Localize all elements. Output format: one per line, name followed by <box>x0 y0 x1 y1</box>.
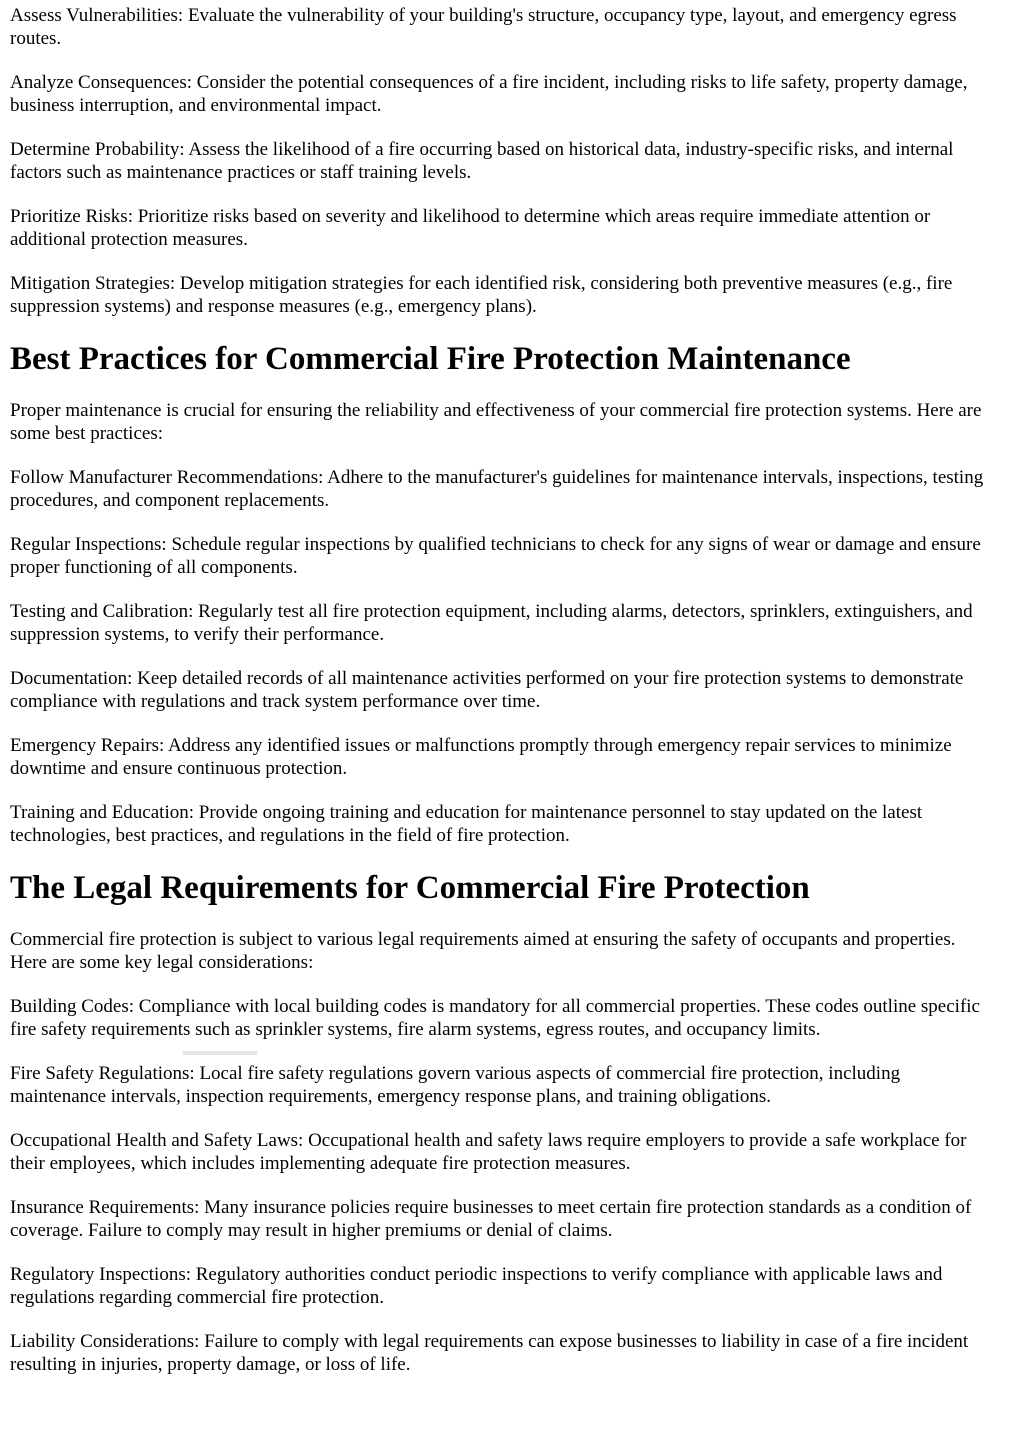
paragraph-legal-intro: Commercial fire protection is subject to various legal requirements aimed at ensuring the safety of occupants and properties. Here are some key legal considerations: <box>10 929 956 973</box>
section-heading-best-practices: Best Practices for Commercial Fire Protection Maintenance <box>10 341 851 377</box>
paragraph-emergency-repairs: Emergency Repairs: Address any identified issues or malfunctions promptly through emergency repair services to minimize downtime and ensure continuous protection. <box>10 735 952 779</box>
paragraph-determine-probability: Determine Probability: Assess the likelihood of a fire occurring based on historical data, industry-specific risks, and internal factors such as maintenance practices or staff training levels. <box>10 139 954 183</box>
section-best-practices <box>10 340 994 847</box>
paragraph-documentation: Documentation: Keep detailed records of all maintenance activities performed on your fire protection systems to demonstrate compliance with regulations and track system performance over time. <box>10 668 964 712</box>
paragraph-regular-inspections: Regular Inspections: Schedule regular inspections by qualified technicians to check for any signs of wear or damage and ensure proper functioning of all components. <box>10 534 981 578</box>
render-artifact-smudge <box>183 1051 257 1055</box>
intro-section <box>10 5 994 318</box>
paragraph-assess-vulnerabilities: Assess Vulnerabilities: Evaluate the vulnerability of your building's structure, occupancy type, layout, and emergency egress routes. <box>10 5 957 49</box>
section-heading-legal-requirements: The Legal Requirements for Commercial Fire Protection <box>10 870 810 906</box>
paragraph-analyze-consequences: Analyze Consequences: Consider the potential consequences of a fire incident, including risks to life safety, property damage, business interruption, and environmental impact. <box>10 72 968 116</box>
paragraph-insurance-requirements: Insurance Requirements: Many insurance policies require businesses to meet certain fire protection standards as a condition of coverage. Failure to comply may result in higher premiums or denial of claims. <box>10 1197 972 1241</box>
paragraph-occupational-health-safety-laws: Occupational Health and Safety Laws: Occupational health and safety laws require employers to provide a safe workplace for their employees, which includes implementing adequate fire protection measures. <box>10 1130 967 1174</box>
paragraph-prioritize-risks: Prioritize Risks: Prioritize risks based on severity and likelihood to determine which areas require immediate attention or additional protection measures. <box>10 206 931 250</box>
paragraph-regulatory-inspections: Regulatory Inspections: Regulatory authorities conduct periodic inspections to verify compliance with applicable laws and regulations regarding commercial fire protection. <box>10 1264 943 1308</box>
paragraph-mitigation-strategies: Mitigation Strategies: Develop mitigation strategies for each identified risk, considering both preventive measures (e.g., fire suppression systems) and response measures (e.g., emergency plans). <box>10 273 953 317</box>
paragraph-testing-and-calibration: Testing and Calibration: Regularly test all fire protection equipment, including alarms, detectors, sprinklers, extinguishers, and suppression systems, to verify their performance. <box>10 601 973 645</box>
paragraph-training-and-education: Training and Education: Provide ongoing training and education for maintenance personnel to stay updated on the latest technologies, best practices, and regulations in the field of fire protection. <box>10 802 923 846</box>
paragraph-maintenance-intro: Proper maintenance is crucial for ensuring the reliability and effectiveness of your commercial fire protection systems. Here are some best practices: <box>10 400 982 444</box>
paragraph-building-codes: Building Codes: Compliance with local building codes is mandatory for all commercial properties. These codes outline specific fire safety requirements such as sprinkler systems, fire alarm systems, egress routes, and occupancy limits. <box>10 996 980 1040</box>
paragraph-fire-safety-regulations: Fire Safety Regulations: Local fire safety regulations govern various aspects of commercial fire protection, including maintenance intervals, inspection requirements, emergency response plans, and training obligations. <box>10 1063 901 1107</box>
paragraph-liability-considerations: Liability Considerations: Failure to comply with legal requirements can expose businesses to liability in case of a fire incident resulting in injuries, property damage, or loss of life. <box>10 1331 969 1375</box>
paragraph-follow-manufacturer-recommendations: Follow Manufacturer Recommendations: Adhere to the manufacturer's guidelines for maintenance intervals, inspections, testing procedures, and component replacements. <box>10 467 984 511</box>
section-legal-requirements <box>10 869 994 1376</box>
